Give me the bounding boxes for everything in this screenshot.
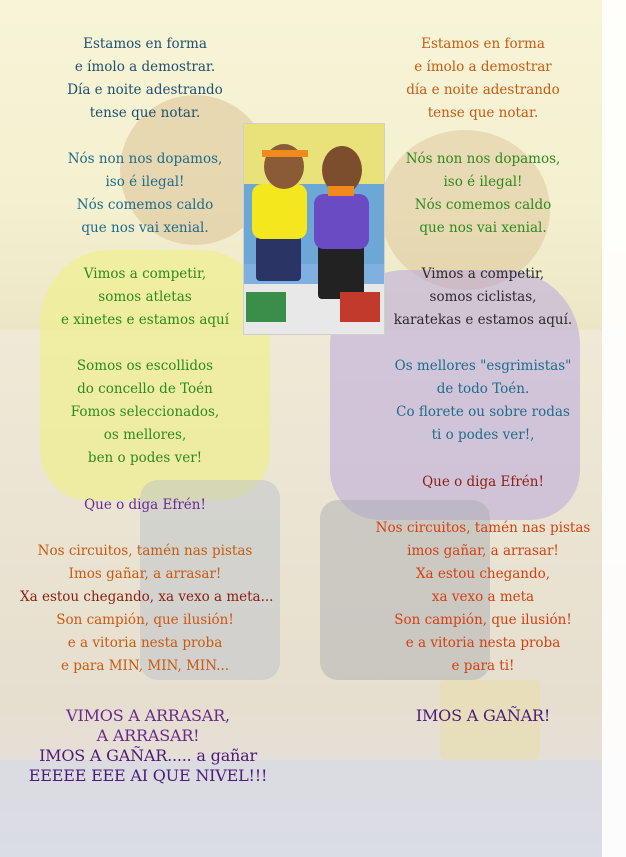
mascot-scarf bbox=[328, 186, 354, 196]
verse-line: Os mellores "esgrimistas" bbox=[394, 358, 572, 374]
verse-line: Que o diga Efrén! bbox=[84, 497, 206, 513]
verse-line: ben o podes ver! bbox=[87, 450, 203, 466]
verse-line: Nós comemos caldo bbox=[76, 197, 214, 213]
verse-line: somos atletas bbox=[98, 289, 192, 305]
verse-line: ti o podes ver!, bbox=[431, 427, 535, 443]
verse-line: Fomos seleccionados, bbox=[70, 404, 220, 420]
verse-line: Nós comemos caldo bbox=[414, 197, 552, 213]
mascot-yellow-shirt bbox=[252, 184, 307, 239]
left-stanza-1 bbox=[40, 33, 250, 125]
left-stanza-2 bbox=[40, 148, 250, 240]
verse-line: e a vitoria nesta proba bbox=[67, 635, 223, 651]
verse-line: Nós non nos dopamos, bbox=[67, 151, 223, 167]
verse-line: os mellores, bbox=[103, 427, 187, 443]
right-stanza-4 bbox=[378, 355, 588, 447]
verse-line: iso é ilegal! bbox=[443, 174, 523, 190]
left-stanza-5 bbox=[20, 540, 274, 678]
left-finale bbox=[8, 706, 288, 786]
verse-line: Imos gañar, a arrasar! bbox=[68, 566, 222, 582]
right-stanza-3 bbox=[368, 263, 598, 332]
left-stanza-3 bbox=[30, 263, 260, 332]
verse-line: somos ciclistas, bbox=[429, 289, 537, 305]
finale-line: IMOS A GAÑAR! bbox=[415, 706, 551, 725]
verse-line: Vimos a competir, bbox=[83, 266, 207, 282]
verse-line: do concello de Toén bbox=[77, 381, 213, 397]
right-efren-line bbox=[378, 471, 588, 494]
verse-line: tense que notar. bbox=[427, 105, 539, 121]
verse-line: tense que notar. bbox=[89, 105, 201, 121]
verse-line: Vimos a competir, bbox=[421, 266, 545, 282]
verse-line: iso é ilegal! bbox=[105, 174, 185, 190]
right-finale bbox=[368, 706, 598, 726]
verse-line: de todo Toén. bbox=[436, 381, 530, 397]
verse-line: e ímolo a demostrar bbox=[414, 59, 552, 75]
verse-line: Nos circuitos, tamén nas pistas bbox=[375, 520, 591, 536]
left-stanza-4 bbox=[40, 355, 250, 470]
finale-line: IMOS A GAÑAR..... a gañar bbox=[39, 746, 257, 765]
verse-line: Nos circuitos, tamén nas pistas bbox=[37, 543, 253, 559]
verse-line: Día e noite adestrando bbox=[67, 82, 223, 98]
mascot-yellow-pants bbox=[256, 236, 301, 281]
verse-line: Son campión, que ilusión! bbox=[56, 612, 234, 628]
verse-line: e a vitoria nesta proba bbox=[405, 635, 561, 651]
verse-line: xa vexo a meta bbox=[431, 589, 535, 605]
mascots-photo bbox=[243, 123, 385, 335]
verse-line: Co florete ou sobre rodas bbox=[396, 404, 570, 420]
verse-line: Somos os escollidos bbox=[76, 358, 214, 374]
left-efren-line bbox=[40, 494, 250, 517]
mascot-purple-pants bbox=[318, 244, 364, 299]
verse-line: e para MIN, MIN, MIN... bbox=[60, 658, 230, 674]
right-stanza-5 bbox=[368, 517, 598, 678]
mascot-headband bbox=[262, 150, 308, 157]
page-right-margin bbox=[602, 0, 626, 857]
verse-line: Xa estou chegando, bbox=[415, 566, 551, 582]
verse-line: Nós non nos dopamos, bbox=[405, 151, 561, 167]
finale-line: EEEEE EEE AI QUE NIVEL!!! bbox=[28, 766, 268, 785]
verse-line: Que o diga Efrén! bbox=[422, 474, 544, 490]
verse-line: e xinetes e estamos aquí bbox=[60, 312, 230, 328]
verse-line: que nos vai xenial. bbox=[419, 220, 547, 236]
verse-line: e para ti! bbox=[451, 658, 515, 674]
verse-line: día e noite adestrando bbox=[406, 82, 560, 98]
verse-line: karatekas e estamos aquí. bbox=[393, 312, 573, 328]
verse-line: Estamos en forma bbox=[421, 36, 545, 52]
right-stanza-2 bbox=[378, 148, 588, 240]
verse-line: que nos vai xenial. bbox=[81, 220, 209, 236]
verse-line: Son campión, que ilusión! bbox=[394, 612, 572, 628]
verse-line: Xa estou chegando, xa vexo a meta... bbox=[20, 589, 274, 605]
right-stanza-1 bbox=[378, 33, 588, 125]
mascot-purple-shirt bbox=[314, 194, 369, 249]
verse-line: imos gañar, a arrasar! bbox=[407, 543, 559, 559]
finale-line: VIMOS A ARRASAR, bbox=[66, 706, 230, 725]
verse-line: e ímolo a demostrar. bbox=[74, 59, 216, 75]
finale-line: A ARRASAR! bbox=[96, 726, 200, 745]
verse-line: Estamos en forma bbox=[83, 36, 207, 52]
